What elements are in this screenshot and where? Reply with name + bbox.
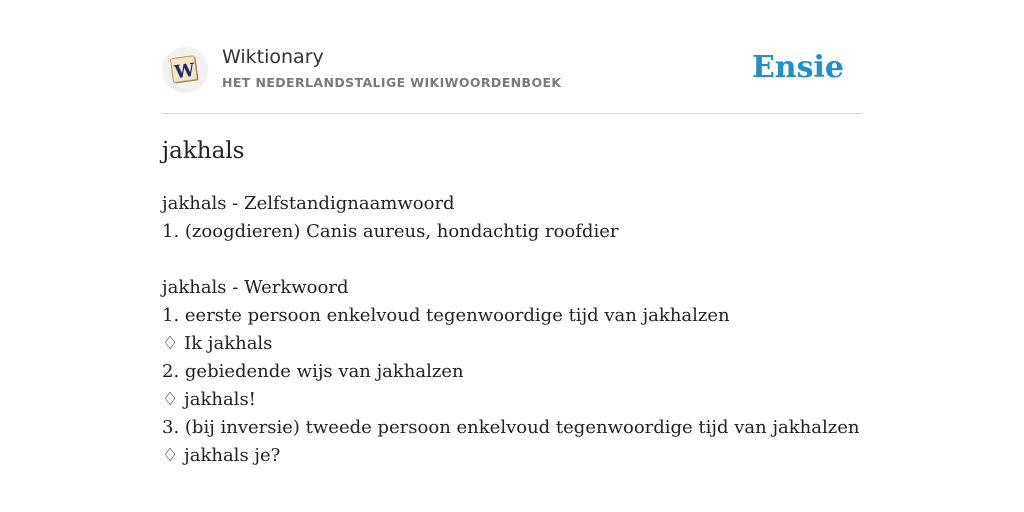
header-divider: [162, 113, 862, 114]
sense-line: [162, 302, 862, 330]
definition-content: [162, 190, 862, 470]
sense-text: 3. (bij inversie) tweede persoon enkelvoud tegenwoordige tijd van jakhalzen: [162, 417, 860, 438]
diamond-icon: ♢: [162, 389, 179, 410]
sense-line: [162, 358, 862, 386]
page-title: jakhals: [162, 138, 245, 164]
example-line: [162, 442, 862, 470]
example-line: [162, 330, 862, 358]
site-tagline: HET NEDERLANDSTALIGE WIKIWOORDENBOEK: [222, 75, 562, 90]
wiktionary-logo-icon[interactable]: [162, 47, 208, 93]
wiktionary-tile-icon: [168, 53, 202, 87]
example-text: jakhals je?: [184, 445, 281, 466]
sense-line: [162, 414, 862, 442]
example-text: jakhals!: [184, 389, 256, 410]
entry-spacer: [162, 246, 862, 274]
site-name[interactable]: Wiktionary: [222, 46, 324, 68]
sense-line: 1. (zoogdieren) Canis aureus, hondachtig roofdier: [162, 221, 619, 242]
example-line: [162, 386, 862, 414]
dictionary-card: [162, 0, 862, 512]
entry-heading: jakhals - Werkwoord: [162, 277, 349, 298]
brand-logo[interactable]: Ensie: [751, 50, 844, 85]
example-text: Ik jakhals: [184, 333, 273, 354]
sense-text: 2. gebiedende wijs van jakhalzen: [162, 361, 464, 382]
diamond-icon: ♢: [162, 333, 179, 354]
svg-text:W: W: [173, 59, 197, 84]
sense-text: 1. eerste persoon enkelvoud tegenwoordige tijd van jakhalzen: [162, 305, 730, 326]
diamond-icon: ♢: [162, 445, 179, 466]
entry-heading: jakhals - Zelfstandignaamwoord: [162, 193, 455, 214]
site-header: [162, 44, 862, 100]
